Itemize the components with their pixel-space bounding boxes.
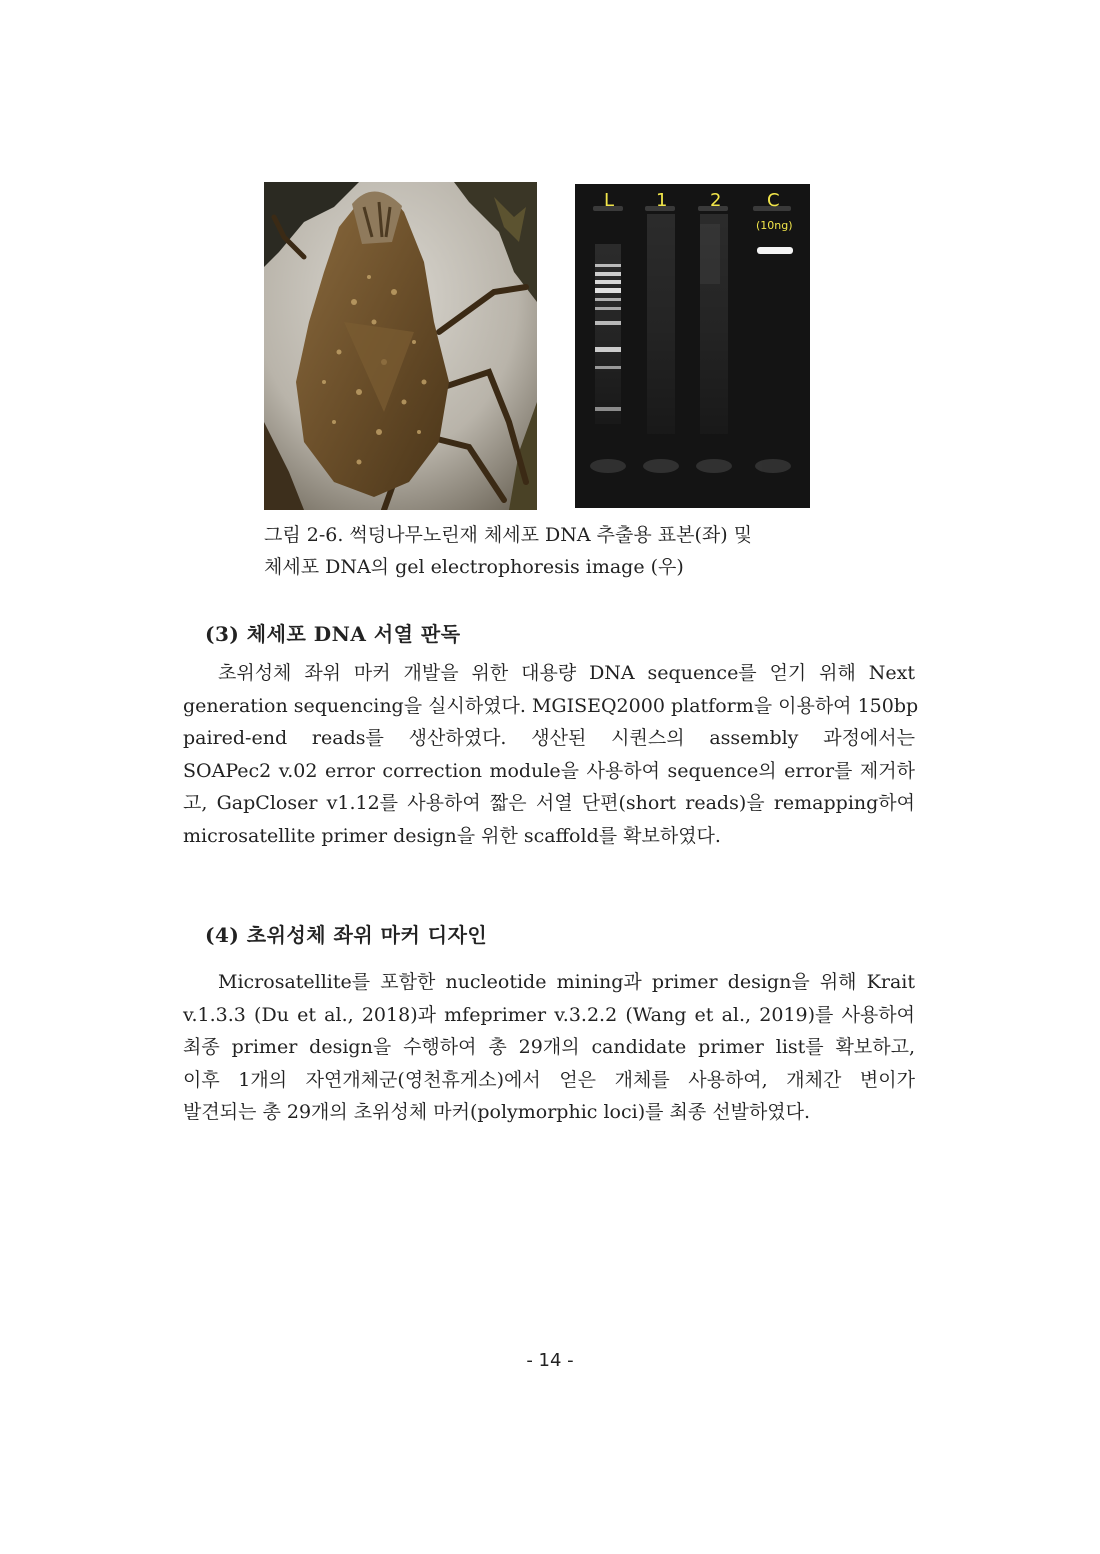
- section-3-paragraph: [183, 657, 919, 852]
- section-heading-3: (3) 체세포 DNA 서열 판독: [205, 622, 461, 646]
- paragraph-line: 최종 primer design을 수행하여 총 29개의 candidate primer list를 확보하고,: [183, 1036, 915, 1058]
- paragraph-line: 이후 1개의 자연개체군(영천휴게소)에서 얻은 개체를 사용하여, 개체간 변이가: [183, 1068, 915, 1091]
- control-band: [757, 247, 793, 254]
- paragraph-line: SOAPec2 v.02 error correction module을 사용하여 sequence의 error를 제거하: [183, 759, 915, 782]
- section-heading-4: (4) 초위성체 좌위 마커 디자인: [205, 923, 488, 947]
- gel-lane-label-2: 2: [710, 190, 722, 211]
- paragraph-line: 발견되는 총 29개의 초위성체 마커(polymorphic loci)를 최종 선발하였다.: [183, 1101, 811, 1123]
- lane-1-smear: [647, 214, 675, 434]
- gel-electrophoresis-image: [575, 184, 810, 508]
- paragraph-line: paired-end reads를 생산하였다. 생산된 시퀀스의 assembly 과정에서는: [183, 727, 915, 749]
- paragraph-line: v.1.3.3 (Du et al., 2018)과 mfeprimer v.3.2.2 (Wang et al., 2019)를 사용하여: [183, 1003, 915, 1026]
- gel-control-amount: (10ng): [756, 219, 793, 232]
- page-number: - 14 -: [526, 1350, 574, 1371]
- paragraph-line: 고, GapCloser v1.12를 사용하여 짧은 서열 단편(short reads)을 remapping하여: [183, 792, 915, 814]
- specimen-photo: [264, 182, 537, 510]
- caption-line: 체세포 DNA의 gel electrophoresis image (우): [264, 556, 684, 578]
- paragraph-line: 초위성체 좌위 마커 개발을 위한 대용량 DNA sequence를 얻기 위해 Next: [218, 662, 915, 684]
- paragraph-line: Microsatellite를 포함한 nucleotide mining과 primer design을 위해 Krait: [218, 971, 915, 993]
- gel-lane-label-1: 1: [656, 190, 668, 211]
- paragraph-line: generation sequencing을 실시하였다. MGISEQ2000 platform을 이용하여 150bp: [183, 694, 919, 717]
- paragraph-line: microsatellite primer design을 위한 scaffold를 확보하였다.: [183, 824, 721, 847]
- gel-lane-label-control: C: [767, 190, 780, 211]
- caption-line: 그림 2-6. 썩덩나무노린재 체세포 DNA 추출용 표본(좌) 및: [264, 524, 753, 546]
- section-4-paragraph: [183, 966, 915, 1129]
- gel-lane-label-ladder: L: [604, 190, 615, 211]
- figure-caption: [264, 519, 824, 583]
